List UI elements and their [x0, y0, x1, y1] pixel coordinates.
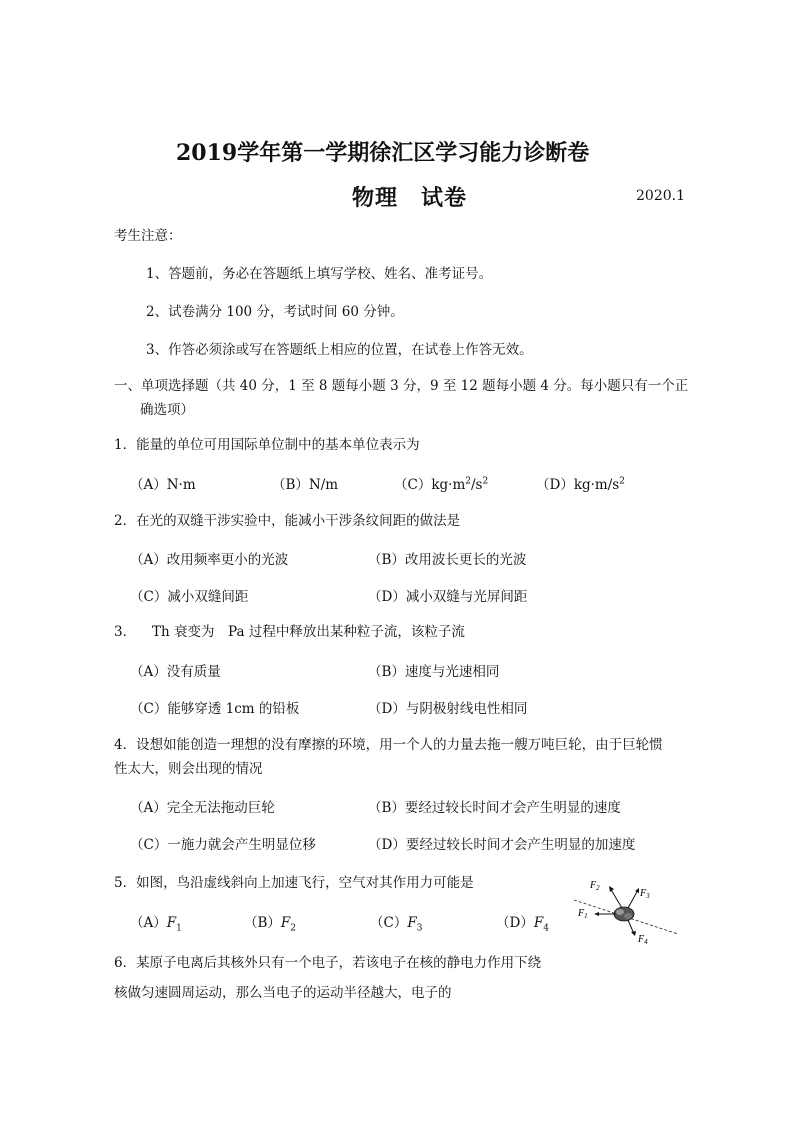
q4-option-d: （D）要经过较长时间才会产生明显的加速度	[368, 837, 636, 853]
q4-option-a: （A）完全无法拖动巨轮	[130, 800, 275, 816]
q1-stem: 1．能量的单位可用国际单位制中的基本单位表示为	[114, 437, 420, 453]
q3-stem-part2: Pa 过程中释放出某种粒子流，该粒子流	[228, 624, 465, 640]
q4-stem: 4．设想如能创造一理想的没有摩擦的环境，用一个人的力量去拖一艘万吨巨轮，由于巨轮惯	[114, 737, 663, 753]
f4-label: $F_4$	[638, 934, 648, 946]
notice-heading: 考生注意：	[114, 228, 182, 244]
q5-option-b: $(B)F_2$	[244, 915, 297, 934]
q2-option-c: （C）减小双缝间距	[130, 589, 249, 605]
q1-option-c: $(C)kg\cdot m^2/s^2$	[394, 476, 489, 493]
q1-option-b: （B）N/m	[272, 477, 339, 493]
q5-option-a: $(A)F_1$	[130, 915, 182, 934]
q2-option-b: （B）改用波长更长的光波	[368, 552, 527, 568]
q2-option-d: （D）减小双缝与光屏间距	[368, 589, 528, 605]
q4-stem-cont: 性太大，则会出现的情况	[114, 761, 263, 777]
q6-stem: 6．某原子电离后其核外只有一个电子，若该电子在核的静电力作用下绕	[114, 955, 542, 971]
q2-stem: 2．在光的双缝干涉实验中，能减小干涉条纹间距的做法是	[114, 513, 461, 529]
exam-subtitle: 物理 试卷	[352, 185, 468, 211]
exam-date: 2020.1	[636, 188, 685, 204]
force-f2-arrow	[610, 888, 622, 908]
q3-stem-part1: Th 衰变为	[152, 624, 215, 640]
q3-option-a: （A）没有质量	[130, 664, 221, 680]
section-heading: 一、单项选择题（共 40 分，1 至 8 题每小题 3 分，9 至 12 题每小题 4 分。每小题只有一个正	[114, 378, 689, 394]
notice-item: 1、答题前，务必在答题纸上填写学校、姓名、准考证号。	[146, 266, 493, 282]
f2-label: $F_2$	[590, 880, 600, 892]
q3-option-d: （D）与阴极射线电性相同	[368, 701, 528, 717]
q4-option-b: （B）要经过较长时间才会产生明显的速度	[368, 800, 621, 816]
q5-bird-force-diagram	[566, 874, 684, 946]
q3-option-c: （C）能够穿透 1cm 的铅板	[130, 701, 300, 717]
notice-item: 2、试卷满分 100 分，考试时间 60 分钟。	[146, 304, 404, 320]
q4-option-c: （C）一施力就会产生明显位移	[130, 837, 316, 853]
q5-option-c: $(C)F_3$	[370, 915, 423, 934]
section-heading-cont: 确选项）	[140, 402, 194, 418]
q2-option-a: （A）改用频率更小的光波	[130, 552, 289, 568]
q3-option-b: （B）速度与光速相同	[368, 664, 500, 680]
q5-stem: 5．如图，鸟沿虚线斜向上加速飞行，空气对其作用力可能是	[114, 875, 474, 891]
force-f3-arrow	[628, 890, 638, 908]
notice-item: 3、作答必须涂或写在答题纸上相应的位置，在试卷上作答无效。	[146, 342, 533, 358]
q3-number: 3．	[114, 624, 137, 640]
exam-title: 2019学年第一学期徐汇区学习能力诊断卷	[176, 140, 590, 166]
f1-label: $F_1$	[578, 908, 588, 920]
f3-label: $F_3$	[640, 888, 650, 900]
bird-icon	[614, 907, 634, 921]
q5-option-d: $(D)F_4$	[496, 915, 549, 934]
q1-option-a: （A）N·m	[130, 477, 196, 493]
q6-stem-cont: 核做匀速圆周运动，那么当电子的运动半径越大，电子的	[114, 985, 452, 1001]
q1-option-d: $(D)kg\cdot m/s^2$	[536, 476, 625, 493]
